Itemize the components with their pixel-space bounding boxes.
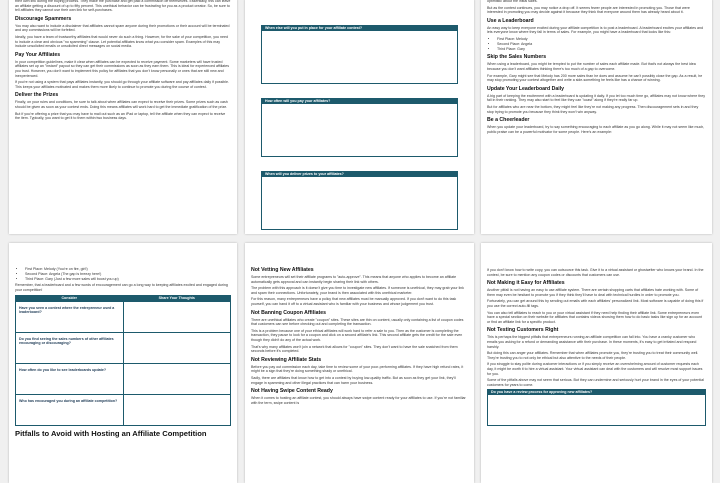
worksheet-box — [261, 171, 458, 230]
section-heading: Update Your Leaderboard Daily — [487, 85, 565, 92]
column-header: Share Your Thoughts — [123, 295, 231, 301]
section-heading: Not Vetting New Affiliates — [251, 267, 314, 273]
list-item: • Third Place: Gary — [497, 47, 706, 52]
section-heading: Not Making it Easy for Affiliates — [487, 280, 565, 287]
paragraph: You can also tell affiliates to reach to you or your virtual assistant if they need help finding their affiliate link. Some entrepreneurs even have a special section on their website for affiliates that contains videos showing them how to do basic tasks like sign up for an account or find an affiliate link for a specific product. — [487, 310, 702, 324]
list-item: • Second Place: Angela (The gap is breezy here!) — [25, 272, 231, 277]
paragraph: There are unethical affiliates who create "coupon" sites. These sites are thin on content, usually only containing a list of coupon codes that customers can see before checking out and completing the transaction. — [251, 317, 464, 327]
paragraph: optimistic about the initial sales. — [487, 0, 538, 3]
paragraph: If you're not using a system that pays affiliates instantly, you should go through your affiliate software and pay affiliates daily if possible. This keeps your affiliates motivated and makes them more likely to continue to promote you during the course of contest. — [15, 80, 229, 89]
list-item: • Third Place: Gary (Just a few more sales will boost you up) — [25, 277, 231, 282]
paragraph: Sadly, there are affiliates that know how to get into a contest by buying low-quality traffic. But as soon as they get your link, they'll engage in spamming and other illegal practices that can harm your business. — [251, 375, 456, 385]
paragraph: This is a problem because one of your ethical affiliates will work hard to refer a sale to you. Then as the customer is completing the transaction, they pause to look for a coupon and click on a second affiliate's link. This second affiliate gets the credit for the sale even though they didn't do any of the actual work. — [251, 328, 463, 342]
paragraph: Ideally, you have a team of trustworthy affiliates that would never do such a thing. However, for the sake of your competition, you need to include a clear and obvious "no spamming" clause. Let potential affiliates know what you consider spam. Examples of this may include unsolicited emails or unsolicited direct messages on social media. — [15, 34, 229, 49]
table-cell-question: Have you seen a contest where the entrepreneur used a leaderboard? — [16, 301, 124, 332]
table-row — [16, 301, 231, 332]
table-cell-answer[interactable] — [123, 301, 231, 332]
leaderboard-list — [15, 267, 231, 281]
paragraph: If you don't know how to write copy, you can outsource this task. Give it to a virtual assistant or ghostwriter who knows your brand. In the contest, be sure to mention any coupon codes or discounts that customers can use. — [487, 268, 704, 277]
document-page-2 — [245, 0, 474, 234]
document-page-1 — [9, 0, 237, 234]
section-heading: Skip the Sales Numbers — [487, 54, 547, 61]
paragraph: For this reason, many entrepreneurs have a policy that new affiliates must be manually approved. If you don't want to do this task yourself, you can hand it off to a virtual assistant who is familiar with your business and whose judgement you trust. — [251, 297, 457, 306]
paragraph: For example, Gary might see that Melody has 200 more sales than he does and assume he can't possibly close the gap. As a result, he may stop promoting your contest altogether and write a side-something he feels like has a chance of winning. — [487, 73, 703, 83]
table-cell-question: How often do you like to see leaderboards update? — [16, 363, 124, 394]
paragraph: Fortunately, you can get around this by sending out emails with each affiliates' personalized link. Most software is capable of doing this if you use the correct auto-fill tags. — [487, 299, 704, 308]
table-cell-answer[interactable] — [123, 332, 231, 363]
section-heading: Not Reviewing Affiliate Stats — [251, 356, 322, 363]
list-item: • First Place: Melody — [497, 37, 706, 42]
document-page-4 — [9, 243, 237, 483]
chapter-heading: Pitfalls to Avoid with Hosting an Affiliate Competition — [15, 428, 207, 438]
column-header: Consider — [16, 295, 124, 301]
document-page-3 — [481, 0, 712, 234]
paragraph: Before you pay out commission each day, take time to review some of your poor-performing affiliates. If they have high refund rates, it might be a sign that they're doing something shady or unethical. — [251, 364, 464, 374]
section-heading: Not Testing Customers Right — [487, 327, 559, 334]
worksheet-box — [261, 98, 458, 157]
worksheet-table — [15, 295, 231, 426]
paragraph: If you struggle to stay polite during customer interactions or if you simply receive an overwhelming amount of customer requests each day, it might be worth it to hire a virtual assistant. Your virtual assistant can deal with the customers and will resolve most support issues for you. — [487, 362, 703, 376]
leaderboard-list — [487, 37, 706, 51]
paragraph: You may also want to include a disclaimer that affiliates cannot spam anyone during their promotions or their account will be terminated and any commissions will be forfeited. — [15, 23, 230, 33]
worksheet-question: Do you have a review process for approving new affiliates? — [488, 390, 705, 395]
paragraph: In your competition guidelines, make it clear when affiliates can be expected to receive payment. Some marketers will have trusted affiliates set up an "instant" payout so they can get their commissions as soon as they earn them. This is ideal for experienced affiliates you trust. However, you don't want to implement this policy for affiliates that you don't know personally or ones that are still new and inexperienced. — [15, 59, 230, 78]
worksheet-question: When will you deliver prizes to your affiliates? — [262, 172, 457, 177]
answer-area[interactable] — [262, 104, 457, 156]
worksheet-box — [261, 25, 458, 84]
section-heading: Discourage Spammers — [15, 15, 72, 22]
section-heading: Not Having Swipe Content Ready — [251, 388, 333, 395]
table-cell-answer[interactable] — [123, 394, 231, 425]
paragraph: Some entrepreneurs will set their affiliate programs to "auto-approve". This means that anyone who applies to become an affiliate automatically gets approval and can instantly begin sharing their link with others. — [251, 275, 457, 284]
paragraph: Finally, on your rules and conditions, be sure to talk about when affiliates can expect to receive their prizes. Some prizes such as cash should be given as soon as your contest ends. Doing this means affiliates will work hard to get the immediate gratification of the prize. — [15, 100, 228, 109]
table-row — [16, 363, 231, 394]
paragraph: A big part of keeping the excitement with a leaderboard is updating it daily. If you let too much time go, affiliates may not know where they fall in their ranking. They may also start to feel like they can "coast" along if they're really far up. — [487, 93, 706, 103]
section-heading: Not Banning Coupon Affiliates — [251, 309, 327, 316]
paragraph: That's why many affiliates won't join a network that allows for "coupon" sites. They don't want to have the sale snatched from them seconds before it's completed. — [251, 344, 458, 354]
paragraph: Some of the pitfalls above may not seem that serious. But they can undermine and seriously hurt your brand in the eyes of your potential customers for years to come. — [487, 378, 704, 387]
paragraph: This is perhaps the biggest pitfalls that entrepreneurs running an affiliate competition can fall into. You have a cranky customer who emails you asking for a refund or demanding assistance with their purchase. In these moments, it's easy to get irritated and respond harshly. — [487, 335, 697, 349]
document-page-6 — [481, 243, 712, 483]
paragraph: But doing this can anger your affiliates. Remember that when affiliates promote you, they're trusting you to treat their community well. They're trusting you to not only be ethical but also attentive to the needs of their people. — [487, 351, 699, 360]
paragraph: An easy way to keep everyone excited during your affiliate competition is to post a leaderboard. A leaderboard excites your affiliates and lets everyone know where they fall in terms of sales. For example, you might have a leaderboard that looks like this: — [487, 25, 704, 35]
section-heading: Pay Your Affiliates — [15, 51, 61, 58]
worksheet-box — [487, 389, 706, 426]
answer-area[interactable] — [262, 31, 457, 83]
answer-area[interactable] — [262, 177, 457, 229]
section-heading: Deliver the Prizes — [15, 92, 59, 99]
worksheet-question: When else will you put in place for your affiliate contest? — [262, 26, 457, 31]
paragraph: Remember, that a leaderboard and a few words of encouragement can go a long way to keeping affiliates excited and engaged during your competition! — [15, 283, 228, 292]
list-item: • First Place: Melody (You're on fire, girl!) — [25, 267, 231, 272]
worksheet-question: How often will you pay your affiliates? — [262, 99, 457, 104]
paragraph: When it comes to hosting an affiliate contest, you should always have swipe content ready for your affiliates to use. If you're not familiar with the term, swipe content is — [251, 396, 466, 405]
table-row — [16, 332, 231, 363]
paragraph: their own link during the buying process. They make the purchase and get paid a commission off themselves. Essentially, this can leave an affiliate getting a discount of up to fifty percent. This unethical behavior can be frustrating for you as a product creator. So, be sure to tell affiliates they cannot use their own link for self-purchases. — [15, 0, 231, 13]
paragraph: Another pitfall is not having an easy to use affiliate system. There are certain shopping carts that affiliates hate working with. Some of them may even be hesitant to promote you if they think they'll have to deal with technical hurdles in order to promote you. — [487, 288, 699, 297]
list-item: • Second Place: Angela — [497, 42, 706, 47]
answer-area[interactable] — [488, 395, 705, 425]
paragraph: The problem with this approach is it doesn't give you time to investigate new affiliates. If someone is unethical, they may grab your link and spam their connections. Unfortunately, your brand is then associated with this unethical marketer. — [251, 286, 464, 295]
section-heading: Use a Leaderboard — [487, 17, 534, 24]
table-cell-question: Do you find seeing the sales numbers of other affiliates encouraging or discouraging? — [16, 332, 124, 363]
document-page-5 — [245, 243, 474, 483]
table-cell-answer[interactable] — [123, 363, 231, 394]
table-row — [16, 394, 231, 425]
table-cell-question: Who has encouraged you during an affiliate competition? — [16, 394, 124, 425]
paragraph: When using a leaderboard, you might be tempted to put the number of sales each affiliate made. But that's not always the best idea because you don't want affiliates thinking there's too much of a gap to overcome. — [487, 62, 696, 71]
paragraph: But if you're offering a prize that you may have to mail out such as an iPad or laptop, tell the affiliate when they can expect to receive the item. Typically, you want to get it to them within two business days. — [15, 111, 226, 121]
paragraph: But as the contest continues, you may notice a drop off. It seems fewer people are interested in promoting you. Those that were interested in promoting you may decide against it because they think that everyone around them has already heard about it. — [487, 5, 690, 15]
paragraph: But for affiliates who are near the bottom, they might feel like they're not making any progress. Then discouragement sets in and they stop trying to promote you because they think they won't win anyway. — [487, 104, 699, 114]
section-heading: Be a Cheerleader — [487, 117, 530, 124]
paragraph: When you update your leaderboard, try to say something encouraging to each affiliate as you go along. While it may not seem like much, public praise can be a powerful motivator for some people. Here's an example: — [487, 125, 705, 134]
